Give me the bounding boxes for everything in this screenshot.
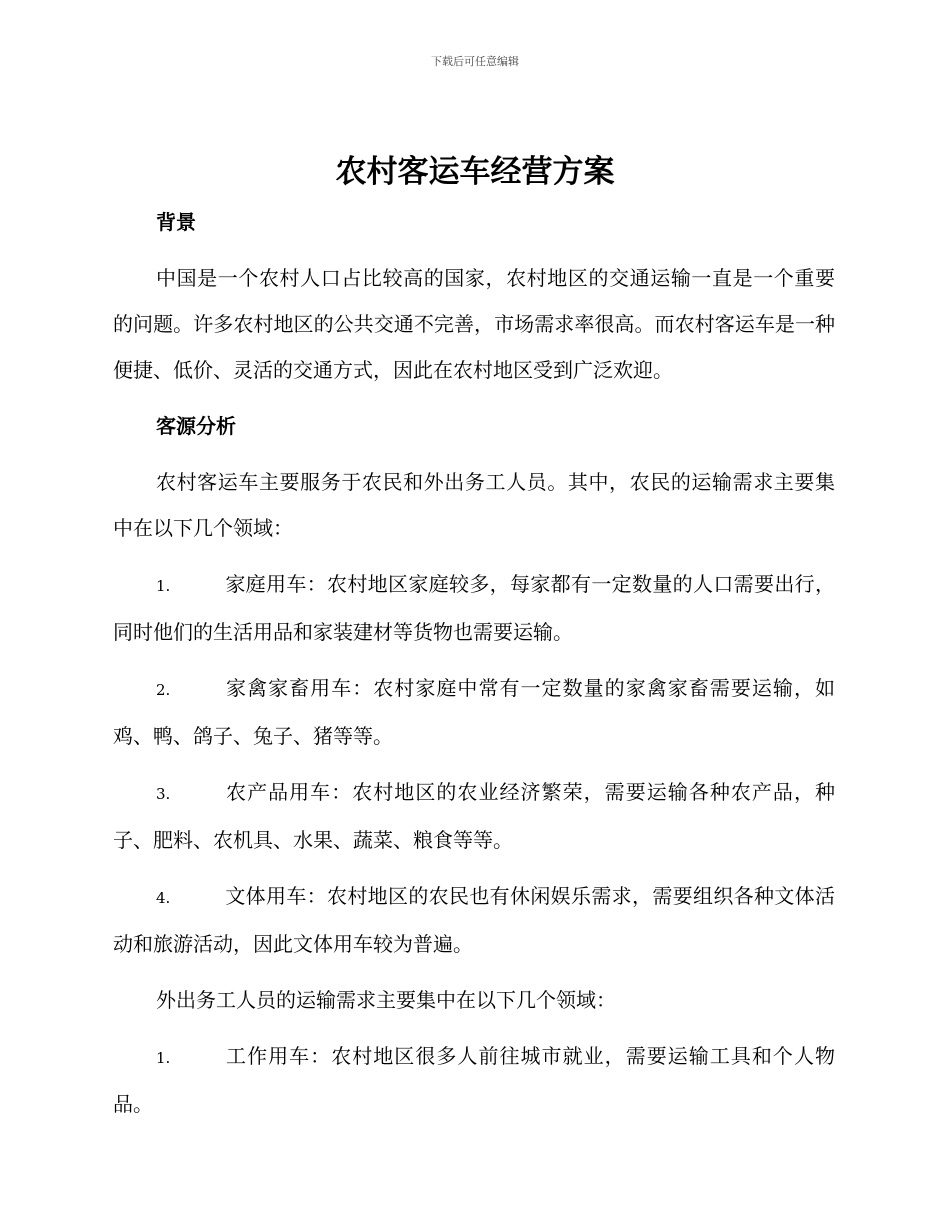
list-item — [113, 561, 835, 655]
list-item-text: 农产品用车：农村地区的农业经济繁荣，需要运输各种农产品，种子、肥料、农机具、水果、蔬菜、粮食等等。 — [113, 780, 835, 852]
page-header-note: 下载后可任意编辑 — [431, 55, 519, 68]
background-paragraph: 中国是一个农村人口占比较高的国家，农村地区的交通运输一直是一个重要的问题。许多农村地区的公共交通不完善，市场需求率很高。而农村客运车是一种便捷、低价、灵活的交通方式，因此在农村地区受到广泛欢迎。 — [113, 266, 835, 382]
source-analysis-intro: 农村客运车主要服务于农民和外出务工人员。其中，农民的运输需求主要集中在以下几个领域： — [113, 470, 835, 540]
section-heading-source-analysis: 客源分析 — [156, 414, 236, 438]
list-item — [113, 665, 835, 759]
list-item-text: 文体用车：农村地区的农民也有休闲娱乐需求，需要组织各种文体活动和旅游活动，因此文体用车较为普遍。 — [113, 884, 835, 956]
document-title: 农村客运车经营方案 — [335, 154, 615, 190]
list-item-text: 工作用车：农村地区很多人前往城市就业，需要运输工具和个人物品。 — [113, 1044, 835, 1116]
list-item — [113, 873, 835, 967]
list-item-text: 家禽家畜用车：农村家庭中常有一定数量的家禽家畜需要运输，如鸡、鸭、鸽子、兔子、猪等等。 — [113, 676, 835, 748]
section-heading-background: 背景 — [156, 210, 196, 234]
list-item-number: 1. — [156, 1049, 171, 1067]
list-item — [113, 769, 835, 863]
worker-intro-paragraph: 外出务工人员的运输需求主要集中在以下几个领域： — [156, 988, 616, 1012]
document-body — [113, 199, 835, 1127]
list-item — [113, 1033, 835, 1127]
list-item-number: 3. — [156, 785, 171, 803]
list-item-number: 2. — [156, 681, 171, 699]
list-item-number: 1. — [156, 577, 171, 595]
list-item-text: 家庭用车：农村地区家庭较多，每家都有一定数量的人口需要出行，同时他们的生活用品和家装建材等货物也需要运输。 — [113, 572, 835, 644]
list-item-number: 4. — [156, 889, 171, 907]
